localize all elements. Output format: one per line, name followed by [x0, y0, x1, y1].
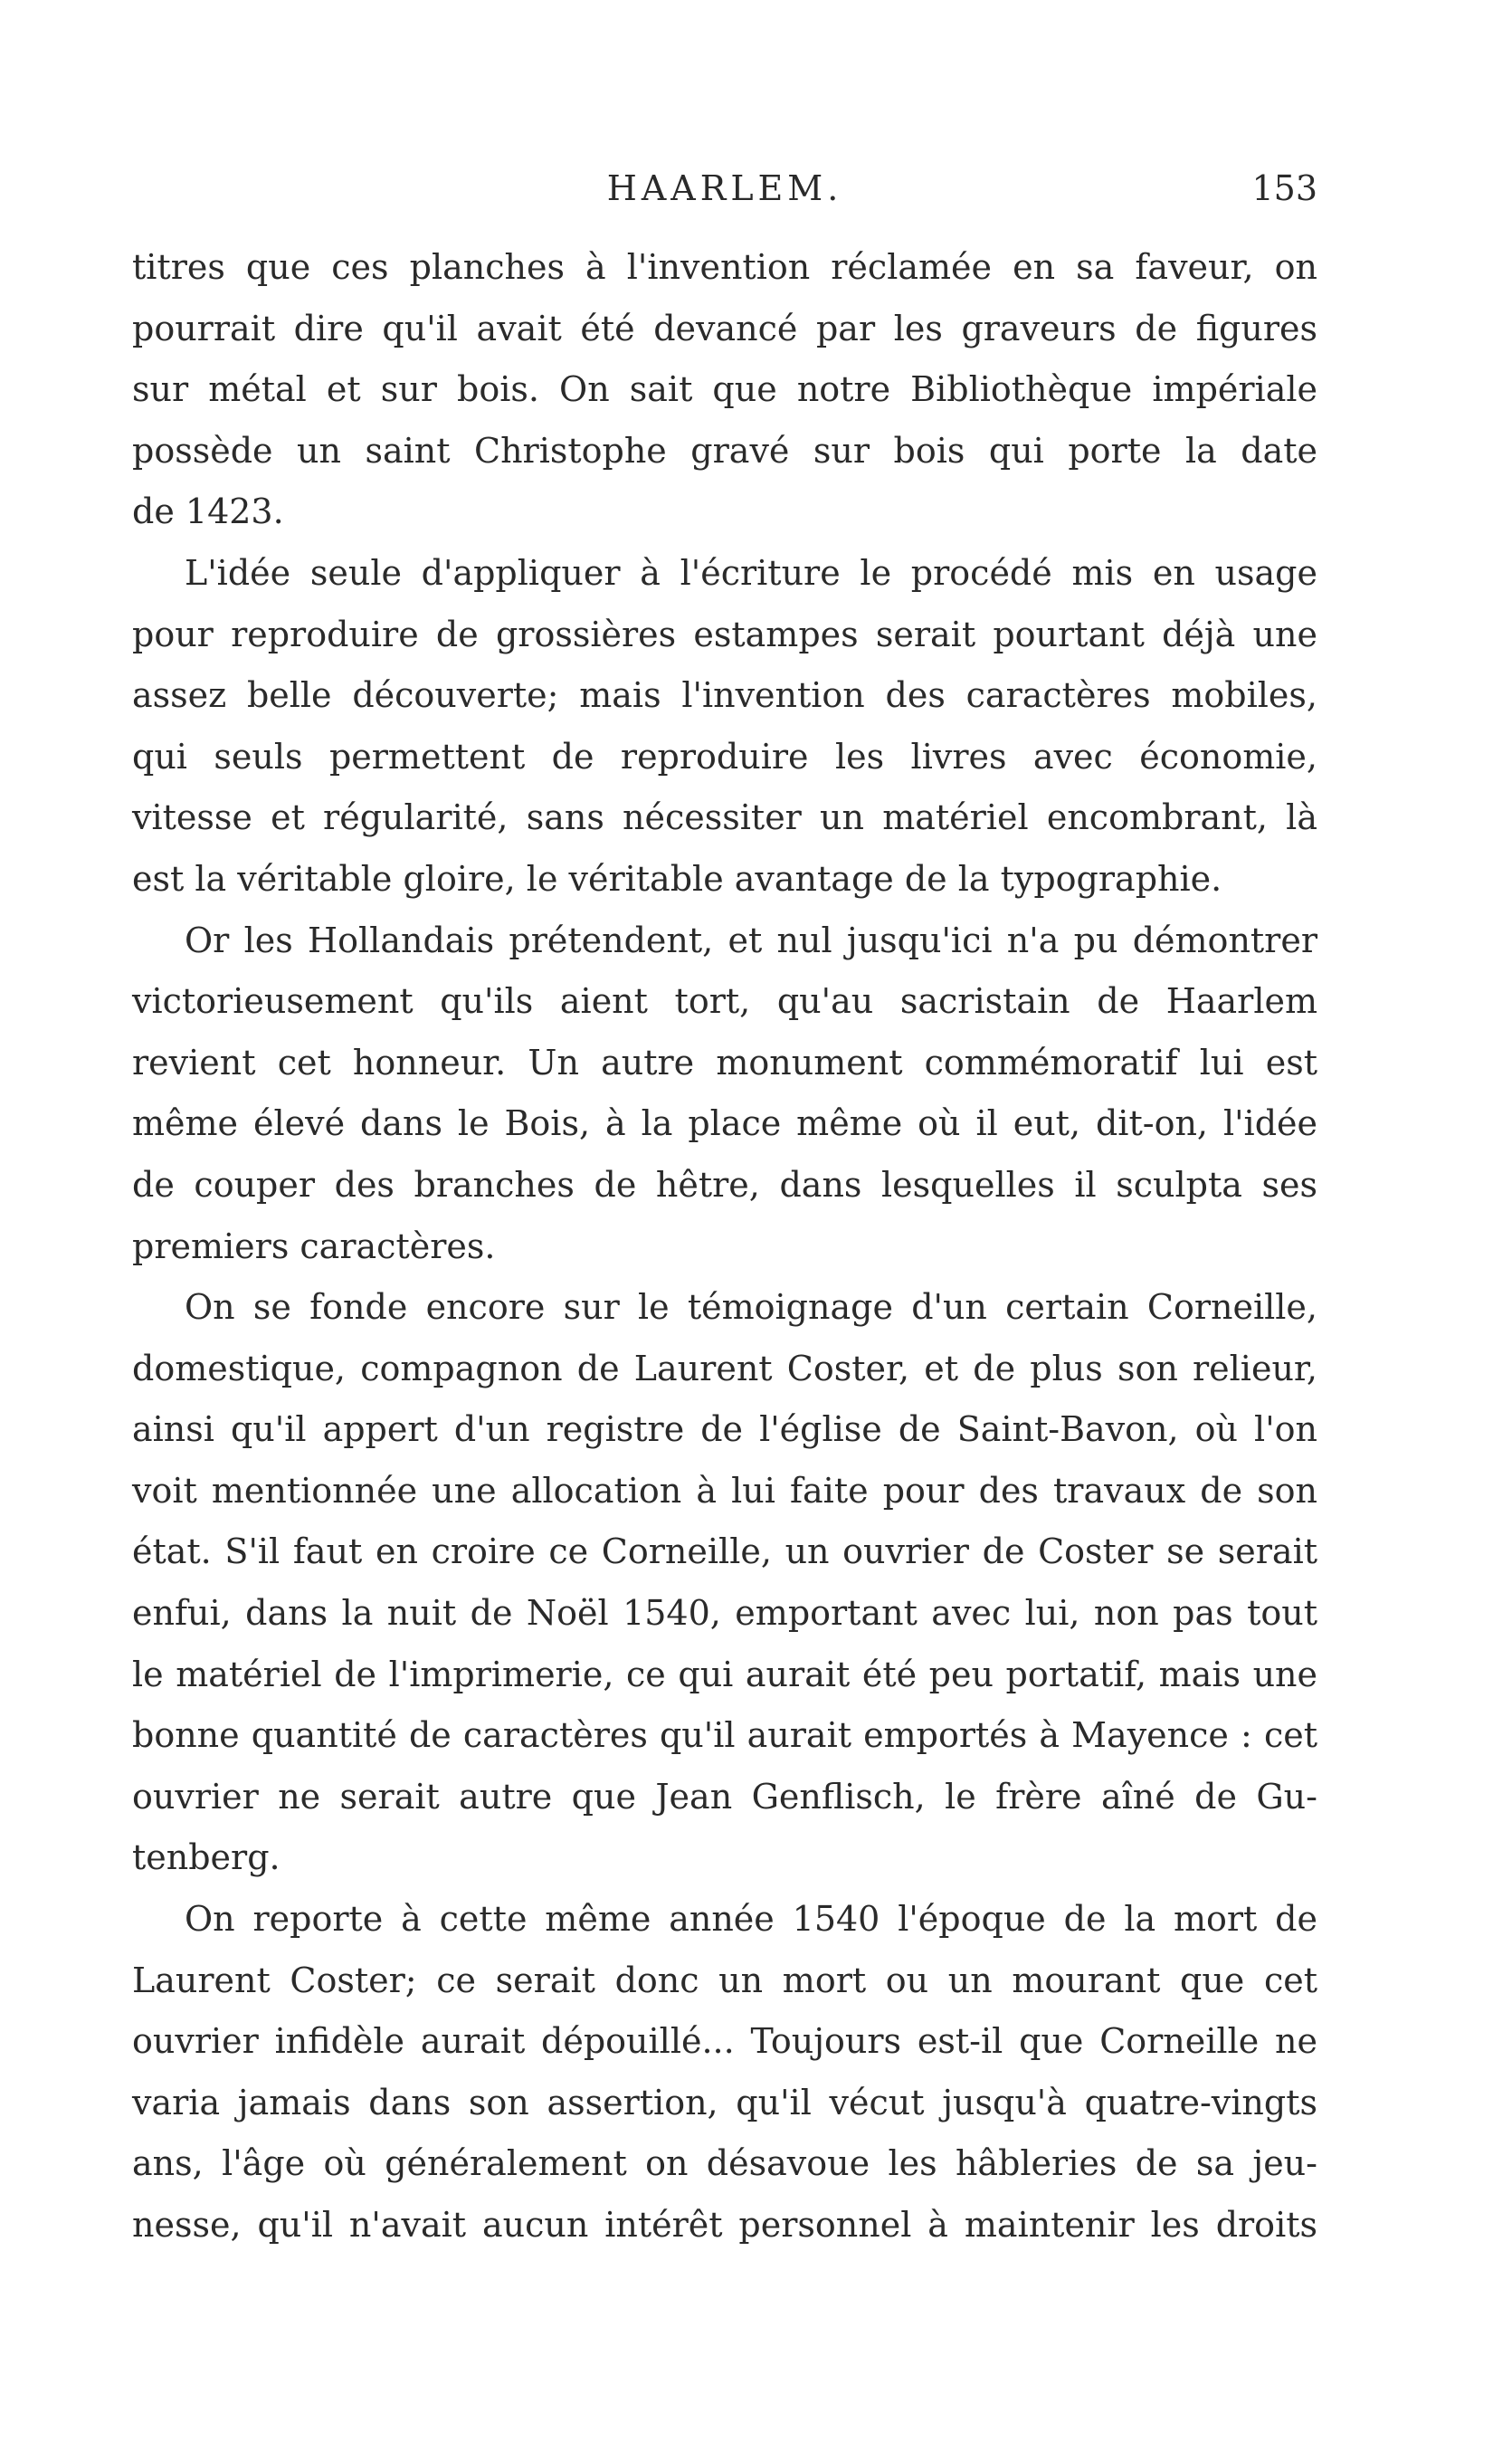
running-head [132, 161, 1317, 215]
text-line: vitesse et régularité, sans nécessiter un matériel encombrant, là [132, 797, 1317, 838]
text-line: pourrait dire qu'il avait été devancé par les graveurs de figures [132, 308, 1317, 348]
text-line: bonne quantité de caractères qu'il aurait emportés à Mayence : cet [132, 1715, 1317, 1756]
text-line: le matériel de l'imprimerie, ce qui aurait été peu portatif, mais une [132, 1654, 1317, 1694]
text-line: sur métal et sur bois. On sait que notre Bibliothèque impériale [132, 369, 1317, 410]
text-line: On se fonde encore sur le témoignage d'un certain Corneille, [185, 1287, 1317, 1328]
text-line: même élevé dans le Bois, à la place même où il eut, dit-on, l'idée [132, 1103, 1317, 1144]
text-line: qui seuls permettent de reproduire les livres avec économie, [132, 736, 1317, 777]
text-line: ouvrier ne serait autre que Jean Genflisch, le frère aîné de Gu- [132, 1776, 1317, 1817]
body-text [132, 237, 1317, 2256]
running-title: HAARLEM. [606, 168, 843, 208]
text-line: enfui, dans la nuit de Noël 1540, emportant avec lui, non pas tout [132, 1593, 1317, 1634]
text-line: nesse, qu'il n'avait aucun intérêt personnel à maintenir les droits [132, 2205, 1317, 2245]
text-line: premiers caractères. [132, 1226, 496, 1266]
text-line: pour reproduire de grossières estampes serait pourtant déjà une [132, 614, 1317, 654]
page-number: 153 [1251, 168, 1317, 208]
text-line: L'idée seule d'appliquer à l'écriture le procédé mis en usage [185, 552, 1317, 593]
text-line: revient cet honneur. Un autre monument commémoratif lui est [132, 1042, 1317, 1083]
text-line: titres que ces planches à l'invention réclamée en sa faveur, on [132, 247, 1317, 287]
text-line: ouvrier infidèle aurait dépouillé... Toujours est-il que Corneille ne [132, 2021, 1317, 2062]
text-line: état. S'il faut en croire ce Corneille, un ouvrier de Coster se serait [132, 1531, 1317, 1572]
text-line: On reporte à cette même année 1540 l'époque de la mort de [185, 1899, 1317, 1940]
text-line: Or les Hollandais prétendent, et nul jusqu'ici n'a pu démontrer [185, 920, 1317, 960]
text-line: de couper des branches de hêtre, dans lesquelles il sculpta ses [132, 1164, 1317, 1205]
text-line: ans, l'âge où généralement on désavoue les hâbleries de sa jeu- [132, 2143, 1317, 2184]
text-line: est la véritable gloire, le véritable avantage de la typographie. [132, 858, 1222, 899]
text-line: ainsi qu'il appert d'un registre de l'église de Saint-Bavon, où l'on [132, 1409, 1317, 1450]
text-line: assez belle découverte; mais l'invention des caractères mobiles, [132, 675, 1317, 716]
text-line: varia jamais dans son assertion, qu'il vécut jusqu'à quatre-vingts [132, 2082, 1317, 2122]
text-line: tenberg. [132, 1837, 281, 1878]
text-line: possède un saint Christophe gravé sur bois qui porte la date [132, 430, 1317, 471]
text-line: domestique, compagnon de Laurent Coster, et de plus son relieur, [132, 1348, 1317, 1388]
text-line: de 1423. [132, 491, 284, 532]
text-line: Laurent Coster; ce serait donc un mort ou un mourant que cet [132, 1960, 1317, 2000]
text-line: voit mentionnée une allocation à lui faite pour des travaux de son [132, 1470, 1317, 1511]
text-line: victorieusement qu'ils aient tort, qu'au sacristain de Haarlem [132, 981, 1317, 1022]
